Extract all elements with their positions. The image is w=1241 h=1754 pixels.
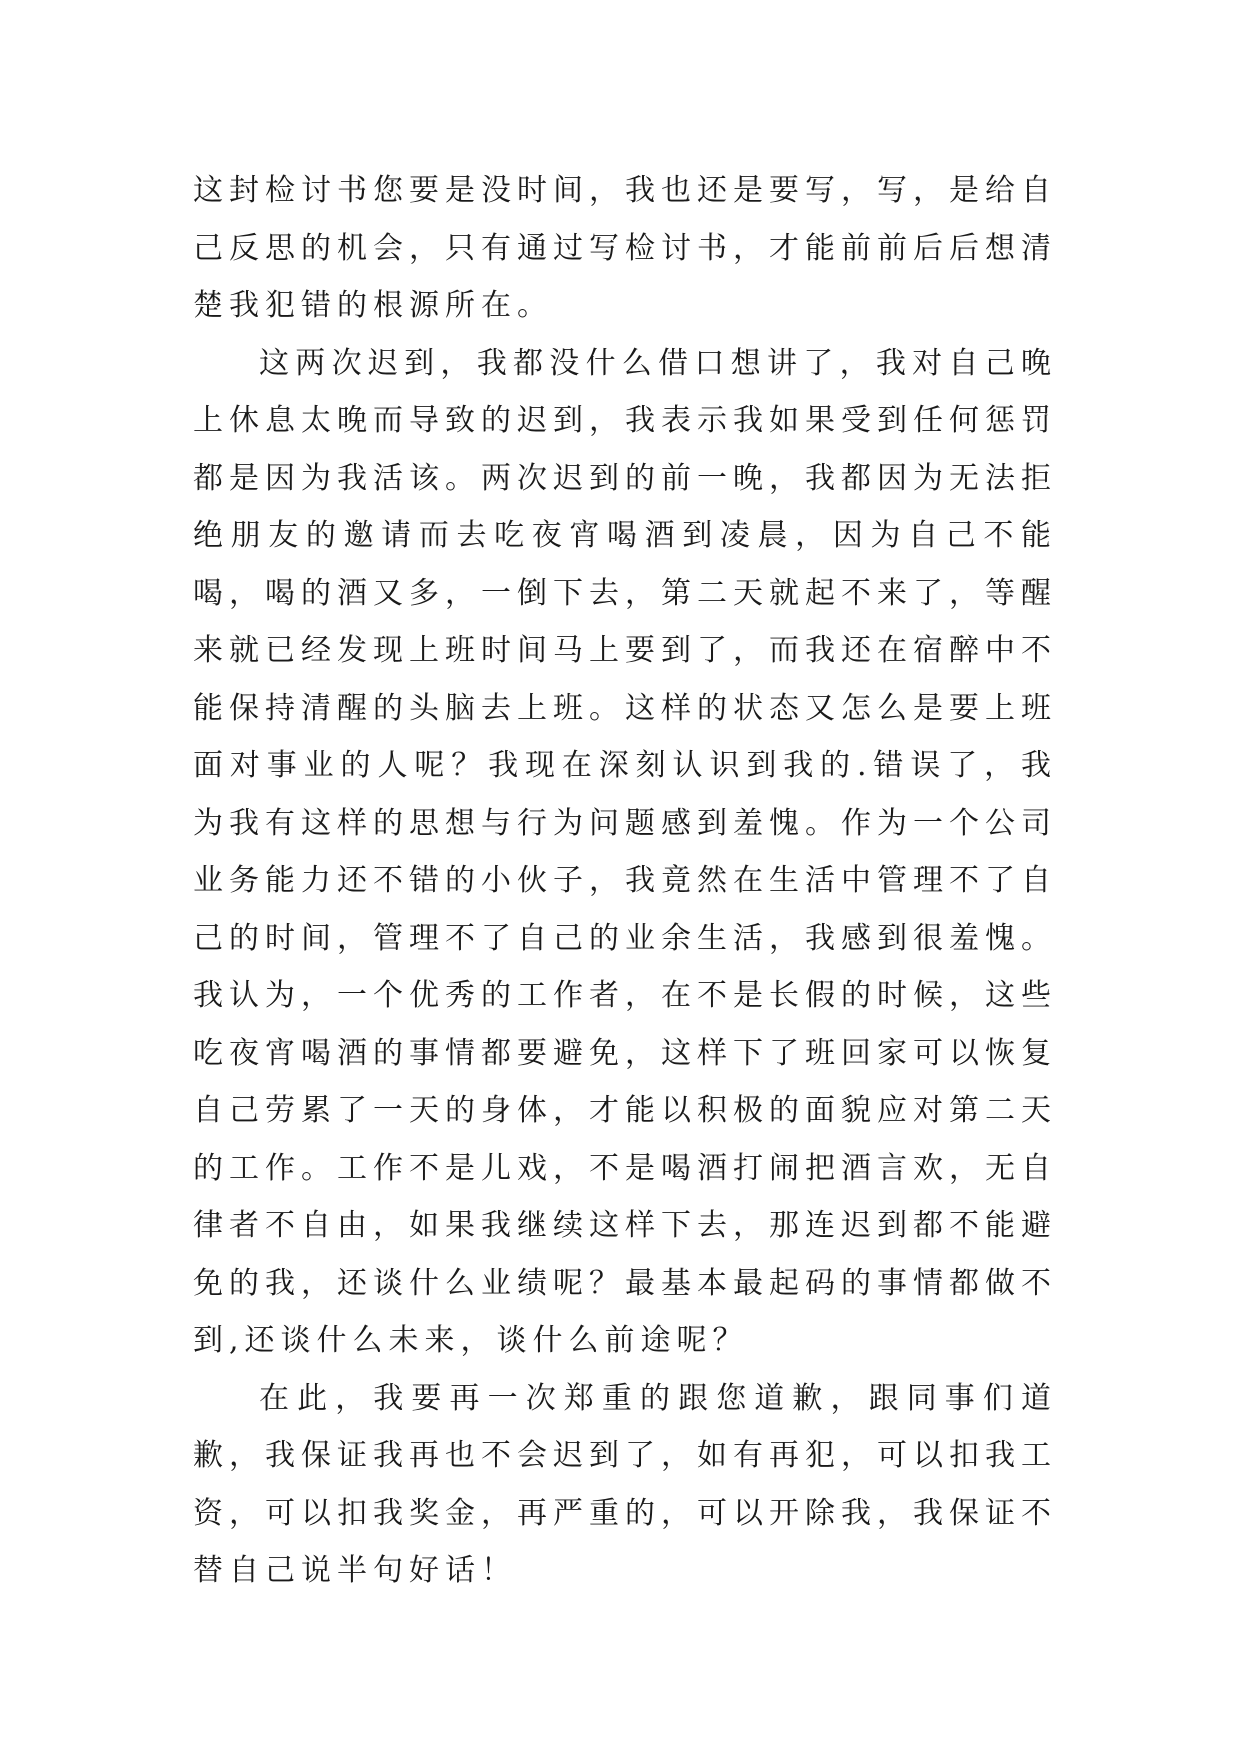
paragraph-apology-pledge: 在此，我要再一次郑重的跟您道歉，跟同事们道歉，我保证我再也不会迟到了，如有再犯，可以扣我工资，可以扣我奖金，再严重的，可以开除我，我保证不替自己说半句好话！ [193,1380,1057,1588]
paragraph-continuation: 这封检讨书您要是没时间，我也还是要写，写，是给自己反思的机会，只有通过写检讨书，才能前前后后想清楚我犯错的根源所在。 [193,173,1057,323]
document-body [193,162,1057,1600]
paragraph-lateness-reflection: 这两次迟到，我都没什么借口想讲了，我对自己晚上休息太晚而导致的迟到，我表示我如果受到任何惩罚都是因为我活该。两次迟到的前一晚，我都因为无法拒绝朋友的邀请而去吃夜宵喝酒到凌晨，因为自己不能喝，喝的酒又多，一倒下去，第二天就起不来了，等醒来就已经发现上班时间马上要到了，而我还在宿醉中不能保持清醒的头脑去上班。这样的状态又怎么是要上班面对事业的人呢？我现在深刻认识到我的.错误了，我为我有这样的思想与行为问题感到羞愧。作为一个公司业务能力还不错的小伙子，我竟然在生活中管理不了自己的时间，管理不了自己的业余生活，我感到很羞愧。我认为，一个优秀的工作者，在不是长假的时候，这些吃夜宵喝酒的事情都要避免，这样下了班回家可以恢复自己劳累了一天的身体，才能以积极的面貌应对第二天的工作。工作不是儿戏，不是喝酒打闹把酒言欢，无自律者不自由，如果我继续这样下去，那连迟到都不能避免的我，还谈什么业绩呢？最基本最起码的事情都做不到,还谈什么未来，谈什么前途呢？ [193,345,1057,1358]
